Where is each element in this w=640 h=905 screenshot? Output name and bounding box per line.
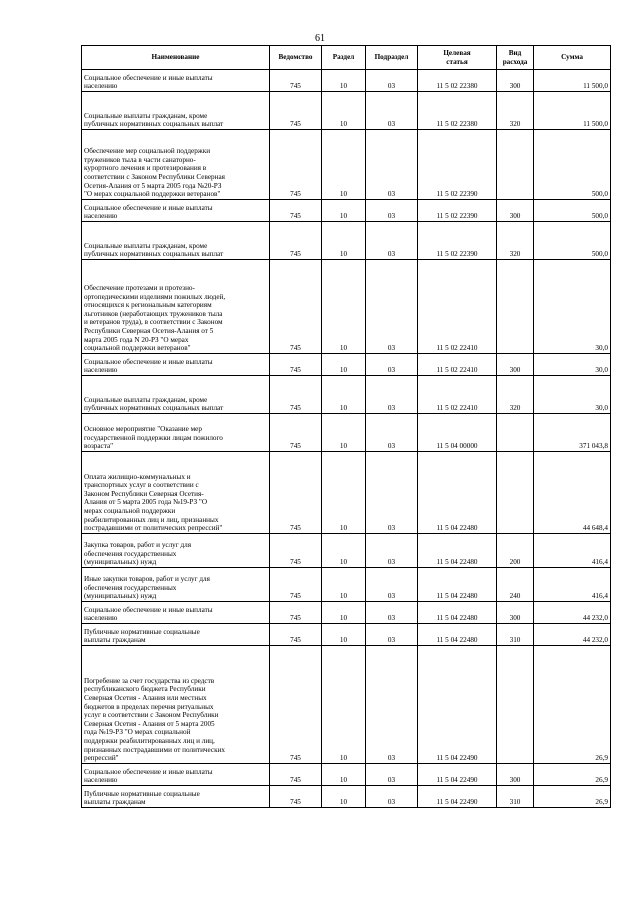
- name-cell: Социальные выплаты гражданам, кроме публичных нормативных социальных выплат: [82, 92, 270, 130]
- table-row: [82, 534, 611, 568]
- table-row: [82, 70, 611, 92]
- exp-type-cell: [497, 646, 534, 764]
- target-cell: 11 5 02 22380: [418, 70, 497, 92]
- dept-cell: 745: [270, 568, 322, 602]
- target-cell: 11 5 04 22480: [418, 602, 497, 624]
- header-amount: Сумма: [534, 46, 611, 70]
- target-cell: 11 5 04 22490: [418, 646, 497, 764]
- name-cell: Социальное обеспечение и иные выплаты населению: [82, 200, 270, 222]
- target-cell: 11 5 02 22390: [418, 130, 497, 200]
- table-row: [82, 568, 611, 602]
- amount-cell: 500,0: [534, 222, 611, 260]
- section-cell: 10: [322, 200, 366, 222]
- exp-type-cell: [497, 130, 534, 200]
- name-cell: Социальное обеспечение и иные выплаты населению: [82, 764, 270, 786]
- amount-cell: 44 232,0: [534, 624, 611, 646]
- exp-type-cell: [497, 414, 534, 452]
- name-cell: Закупка товаров, работ и услуг для обеспечения государственных (муниципальных) нужд: [82, 534, 270, 568]
- name-cell: Иные закупки товаров, работ и услуг для обеспечения государственных (муниципальных) нужд: [82, 568, 270, 602]
- section-cell: 10: [322, 602, 366, 624]
- subsection-cell: 03: [366, 786, 418, 808]
- name-cell: Социальные выплаты гражданам, кроме публичных нормативных социальных выплат: [82, 222, 270, 260]
- name-cell: Социальные выплаты гражданам, кроме публичных нормативных социальных выплат: [82, 376, 270, 414]
- dept-cell: 745: [270, 130, 322, 200]
- amount-cell: 11 500,0: [534, 92, 611, 130]
- dept-cell: 745: [270, 92, 322, 130]
- subsection-cell: 03: [366, 376, 418, 414]
- header-target: Целевая статья: [418, 46, 497, 70]
- section-cell: 10: [322, 624, 366, 646]
- section-cell: 10: [322, 786, 366, 808]
- section-cell: 10: [322, 92, 366, 130]
- subsection-cell: 03: [366, 130, 418, 200]
- dept-cell: 745: [270, 646, 322, 764]
- table-row: [82, 130, 611, 200]
- dept-cell: 745: [270, 354, 322, 376]
- header-name: Наименование: [82, 46, 270, 70]
- subsection-cell: 03: [366, 568, 418, 602]
- exp-type-cell: 300: [497, 602, 534, 624]
- amount-cell: 500,0: [534, 200, 611, 222]
- exp-type-cell: [497, 260, 534, 354]
- subsection-cell: 03: [366, 200, 418, 222]
- name-cell: Погребение за счет государства из средств республиканского бюджета Республики Северная Осетия - Алания или местных бюджетов в пределах перечня ритуальных услуг в соответствии с Законом Республики Северная Осетия - Алания от 5 марта 2005 года №19-РЗ "О мерах социальной поддержки реабилитированных лиц и лиц, признанных пострадавшими от политических репрессий": [82, 646, 270, 764]
- name-cell: Социальное обеспечение и иные выплаты населению: [82, 70, 270, 92]
- subsection-cell: 03: [366, 354, 418, 376]
- subsection-cell: 03: [366, 764, 418, 786]
- subsection-cell: 03: [366, 452, 418, 534]
- subsection-cell: 03: [366, 222, 418, 260]
- amount-cell: 416,4: [534, 534, 611, 568]
- section-cell: 10: [322, 354, 366, 376]
- name-cell: Публичные нормативные социальные выплаты гражданам: [82, 624, 270, 646]
- exp-type-cell: 240: [497, 568, 534, 602]
- header-dept: Ведомство: [270, 46, 322, 70]
- table-row: [82, 452, 611, 534]
- amount-cell: 44 648,4: [534, 452, 611, 534]
- target-cell: 11 5 02 22390: [418, 200, 497, 222]
- table-header-row: [82, 46, 611, 70]
- subsection-cell: 03: [366, 70, 418, 92]
- exp-type-cell: 320: [497, 92, 534, 130]
- subsection-cell: 03: [366, 92, 418, 130]
- section-cell: 10: [322, 414, 366, 452]
- target-cell: 11 5 04 22480: [418, 568, 497, 602]
- target-cell: 11 5 04 22490: [418, 786, 497, 808]
- dept-cell: 745: [270, 452, 322, 534]
- section-cell: 10: [322, 260, 366, 354]
- section-cell: 10: [322, 764, 366, 786]
- exp-type-cell: 310: [497, 786, 534, 808]
- name-cell: Публичные нормативные социальные выплаты гражданам: [82, 786, 270, 808]
- section-cell: 10: [322, 452, 366, 534]
- amount-cell: 500,0: [534, 130, 611, 200]
- dept-cell: 745: [270, 260, 322, 354]
- exp-type-cell: 300: [497, 764, 534, 786]
- header-exp-type: Вид расхода: [497, 46, 534, 70]
- dept-cell: 745: [270, 602, 322, 624]
- dept-cell: 745: [270, 222, 322, 260]
- amount-cell: 11 500,0: [534, 70, 611, 92]
- target-cell: 11 5 04 22490: [418, 764, 497, 786]
- name-cell: Обеспечение мер социальной поддержки тружеников тыла в части санаторно- курортного лечения и протезирования в соответствии с Законом Республики Северная Осетия-Алания от 5 марта 2005 года №20-РЗ "О мерах социальной поддержки ветеранов": [82, 130, 270, 200]
- section-cell: 10: [322, 376, 366, 414]
- target-cell: 11 5 04 22480: [418, 534, 497, 568]
- dept-cell: 745: [270, 70, 322, 92]
- amount-cell: 371 043,8: [534, 414, 611, 452]
- exp-type-cell: 300: [497, 354, 534, 376]
- amount-cell: 416,4: [534, 568, 611, 602]
- table-row: [82, 786, 611, 808]
- section-cell: 10: [322, 222, 366, 260]
- exp-type-cell: 310: [497, 624, 534, 646]
- subsection-cell: 03: [366, 624, 418, 646]
- dept-cell: 745: [270, 200, 322, 222]
- amount-cell: 30,0: [534, 376, 611, 414]
- subsection-cell: 03: [366, 260, 418, 354]
- dept-cell: 745: [270, 534, 322, 568]
- target-cell: 11 5 02 22410: [418, 354, 497, 376]
- subsection-cell: 03: [366, 646, 418, 764]
- name-cell: Основное мероприятие "Оказание мер государственной поддержки лицам пожилого возраста": [82, 414, 270, 452]
- section-cell: 10: [322, 568, 366, 602]
- dept-cell: 745: [270, 414, 322, 452]
- target-cell: 11 5 02 22410: [418, 260, 497, 354]
- table-row: [82, 624, 611, 646]
- table-row: [82, 200, 611, 222]
- amount-cell: 26,9: [534, 646, 611, 764]
- exp-type-cell: 300: [497, 200, 534, 222]
- target-cell: 11 5 02 22380: [418, 92, 497, 130]
- dept-cell: 745: [270, 376, 322, 414]
- section-cell: 10: [322, 534, 366, 568]
- exp-type-cell: 200: [497, 534, 534, 568]
- table-row: [82, 260, 611, 354]
- table-row: [82, 646, 611, 764]
- exp-type-cell: 320: [497, 222, 534, 260]
- target-cell: 11 5 04 00000: [418, 414, 497, 452]
- table-row: [82, 222, 611, 260]
- table-row: [82, 354, 611, 376]
- table-row: [82, 414, 611, 452]
- name-cell: Социальное обеспечение и иные выплаты населению: [82, 354, 270, 376]
- amount-cell: 30,0: [534, 354, 611, 376]
- table-row: [82, 92, 611, 130]
- target-cell: 11 5 04 22480: [418, 452, 497, 534]
- target-cell: 11 5 02 22390: [418, 222, 497, 260]
- subsection-cell: 03: [366, 414, 418, 452]
- subsection-cell: 03: [366, 534, 418, 568]
- budget-table: [81, 45, 611, 808]
- section-cell: 10: [322, 646, 366, 764]
- table-row: [82, 764, 611, 786]
- header-subsection: Подраздел: [366, 46, 418, 70]
- name-cell: Оплата жилищно-коммунальных и транспортных услуг в соответствии с Законом Республики Северная Осетия- Алания от 5 марта 2005 года №19-РЗ "О мерах социальной поддержки реабилитированных лиц и лиц, признанных пострадавшими от политических репрессий": [82, 452, 270, 534]
- subsection-cell: 03: [366, 602, 418, 624]
- table-row: [82, 376, 611, 414]
- dept-cell: 745: [270, 624, 322, 646]
- target-cell: 11 5 04 22480: [418, 624, 497, 646]
- exp-type-cell: 300: [497, 70, 534, 92]
- amount-cell: 30,0: [534, 260, 611, 354]
- section-cell: 10: [322, 70, 366, 92]
- exp-type-cell: 320: [497, 376, 534, 414]
- amount-cell: 26,9: [534, 764, 611, 786]
- dept-cell: 745: [270, 786, 322, 808]
- section-cell: 10: [322, 130, 366, 200]
- amount-cell: 26,9: [534, 786, 611, 808]
- name-cell: Обеспечение протезами и протезно- ортопедическими изделиями пожилых людей, относящихся к региональным категориям льготников (неработающих тружеников тыла и ветеранов труда), в соответствии с Законом Республики Северная Осетия-Алания от 5 марта 2005 года N 20-РЗ "О мерах социальной поддержки ветеранов": [82, 260, 270, 354]
- exp-type-cell: [497, 452, 534, 534]
- table-row: [82, 602, 611, 624]
- page-number: 61: [315, 33, 325, 44]
- name-cell: Социальное обеспечение и иные выплаты населению: [82, 602, 270, 624]
- dept-cell: 745: [270, 764, 322, 786]
- amount-cell: 44 232,0: [534, 602, 611, 624]
- target-cell: 11 5 02 22410: [418, 376, 497, 414]
- header-section: Раздел: [322, 46, 366, 70]
